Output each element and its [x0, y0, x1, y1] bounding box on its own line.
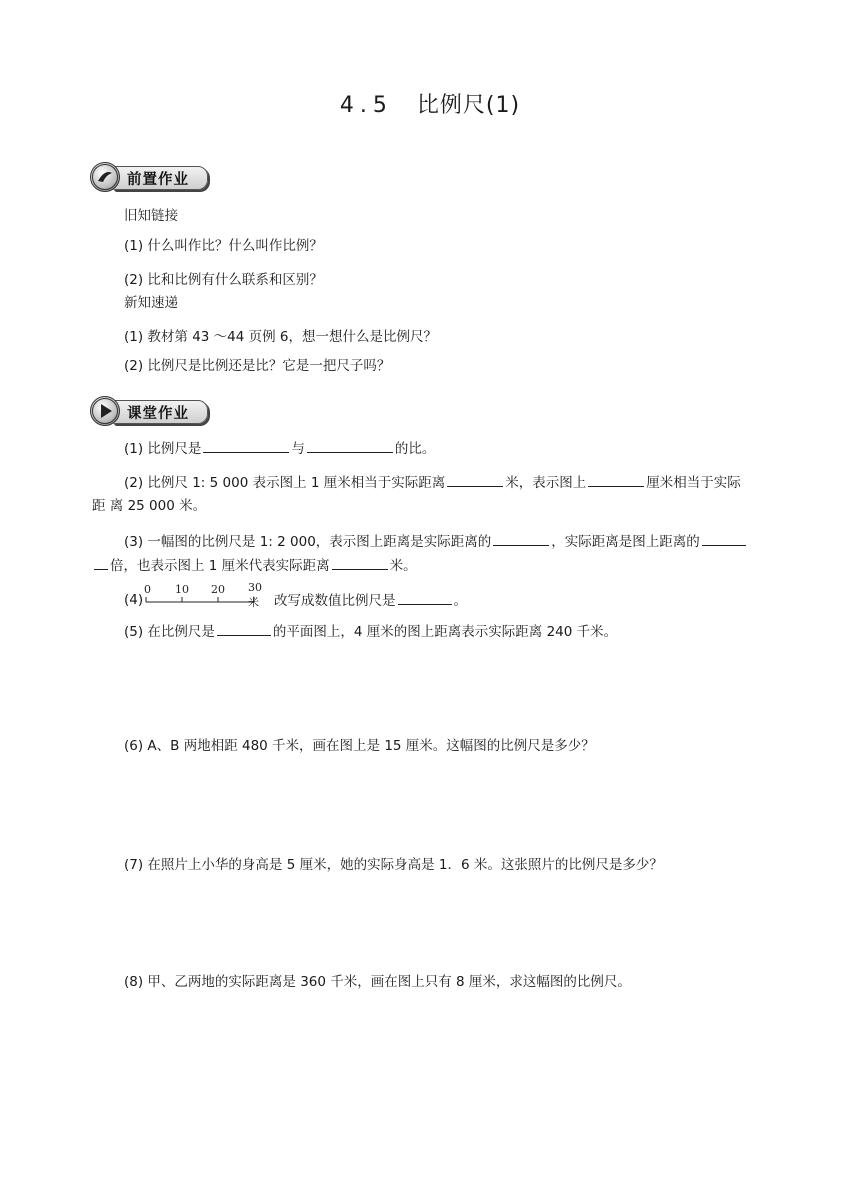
- answer-blank[interactable]: [398, 590, 452, 605]
- scale-tick-label: 30米: [248, 581, 262, 609]
- scale-tick-label: 10: [175, 583, 189, 596]
- new-knowledge-heading: 新知速递: [124, 295, 178, 311]
- title-text: 比例尺(1): [416, 93, 521, 118]
- class-question-6: (6) A、B 两地相距 480 千米，画在图上是 15 厘米。这幅图的比例尺是多少？: [124, 738, 595, 754]
- class-question-7: (7) 在照片上小华的身高是 5 厘米，她的实际身高是 1．6 米。这张照片的比例尺是多少？: [124, 857, 663, 873]
- answer-blank[interactable]: [332, 555, 388, 570]
- pre-homework-label: 前置作业: [127, 172, 189, 188]
- answer-blank[interactable]: [203, 438, 289, 453]
- class-question-2: (2) 比例尺 1: 5 000 表示图上 1 厘米相当于实际距离 米，表示图上 厘米相当于实际: [124, 472, 741, 493]
- answer-blank[interactable]: [217, 621, 271, 636]
- page-title: [0, 88, 860, 119]
- answer-blank[interactable]: [702, 531, 746, 546]
- line-scale-graphic: [144, 583, 272, 607]
- pre-question-2: (2) 比和比例有什么联系和区别？: [124, 272, 323, 288]
- class-question-4: 改写成数值比例尺是 。: [274, 590, 467, 611]
- class-question-3: (3) 一幅图的比例尺是 1: 2 000，表示图上距离是实际距离的 ，实际距离是图上距离的: [124, 531, 748, 552]
- pen-icon: [90, 162, 120, 192]
- answer-blank-cont[interactable]: [94, 555, 108, 570]
- answer-blank[interactable]: [447, 472, 503, 487]
- answer-blank[interactable]: [493, 531, 549, 546]
- class-question-8: (8) 甲、乙两地的实际距离是 360 千米，画在图上只有 8 厘米，求这幅图的比例尺。: [124, 974, 631, 990]
- class-homework-label: 课堂作业: [127, 406, 189, 422]
- pre-question-3: (1) 教材第 43 ～44 页例 6，想一想什么是比例尺？: [124, 329, 438, 345]
- class-question-2-cont: 距 离 25 000 米。: [92, 498, 207, 514]
- play-icon: [90, 396, 120, 426]
- class-question-5: (5) 在比例尺是 的平面图上，4 厘米的图上距离表示实际距离 240 千米。: [124, 621, 617, 642]
- class-question-1: (1) 比例尺是 与 的比。: [124, 438, 435, 459]
- scale-tick-label: 20: [211, 583, 225, 596]
- section-number: 4.5: [339, 93, 393, 118]
- class-question-4-label: (4): [124, 592, 144, 608]
- class-question-3-cont: 倍，也表示图上 1 厘米代表实际距离 米。: [92, 555, 417, 576]
- pre-question-1: (1) 什么叫作比？什么叫作比例？: [124, 238, 323, 254]
- old-knowledge-heading: 旧知链接: [124, 208, 178, 224]
- scale-tick-label: 0: [144, 583, 151, 596]
- answer-blank[interactable]: [307, 438, 393, 453]
- answer-blank[interactable]: [588, 472, 644, 487]
- pre-question-4: (2) 比例尺是比例还是比？它是一把尺子吗？: [124, 358, 391, 374]
